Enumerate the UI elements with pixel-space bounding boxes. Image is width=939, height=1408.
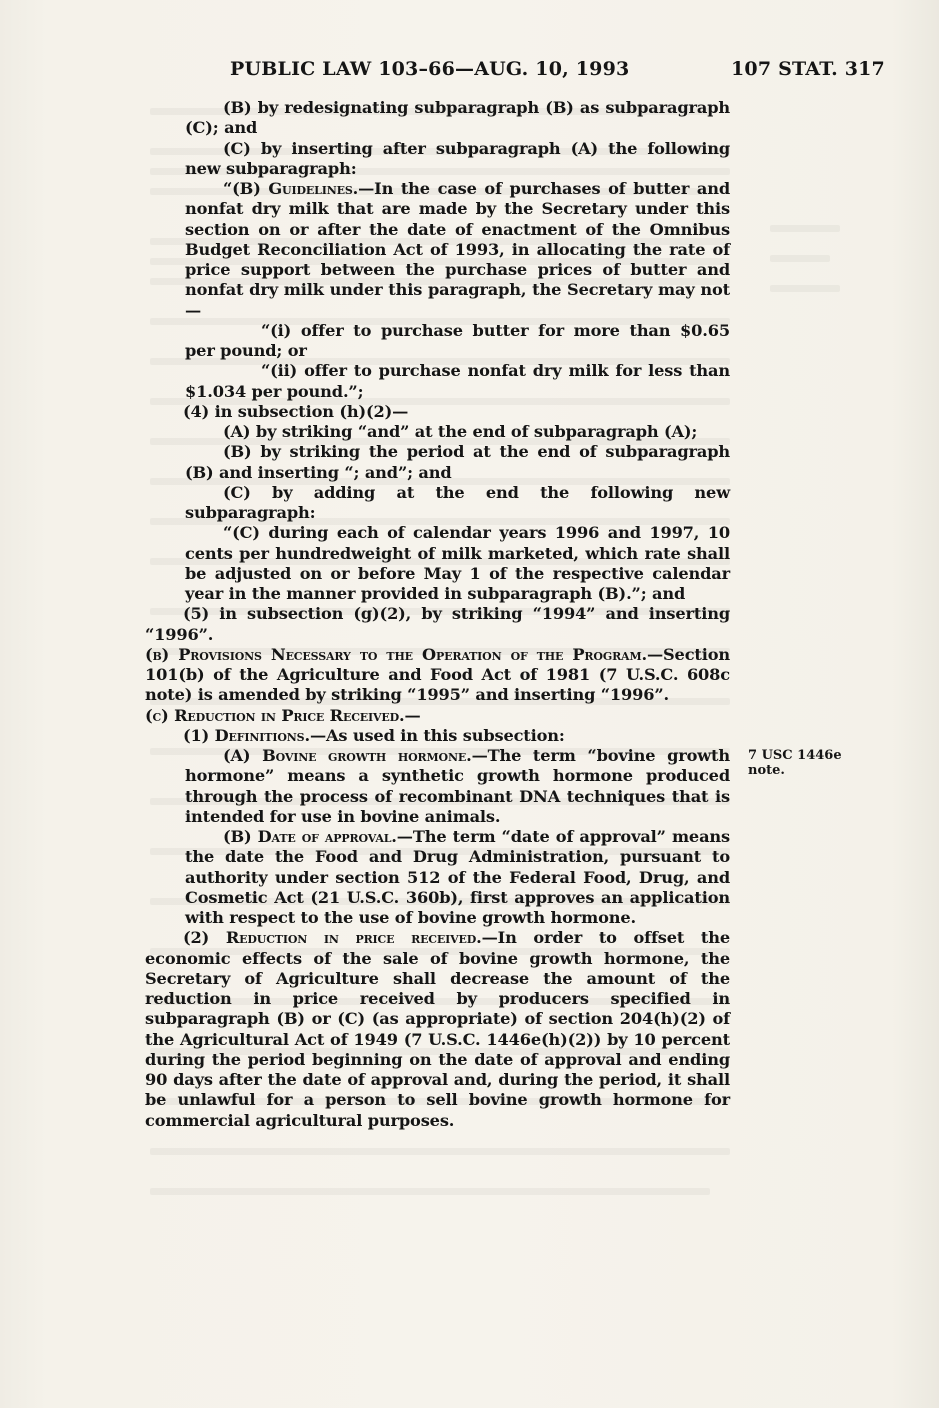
- paragraph-text: —Section 101(b) of the Agriculture and Food Act of 1981 (7 U.S.C. 608c note) is amended by striking “1995” and inserting “1996”.: [145, 644, 730, 705]
- paragraph-text: —: [404, 705, 421, 725]
- statute-body: [145, 98, 730, 1131]
- section-heading: (b) Provisions Necessary to the Operation of the Program.: [145, 644, 647, 664]
- running-header: [0, 58, 939, 88]
- header-title: PUBLIC LAW 103–66—AUG. 10, 1993: [230, 58, 630, 80]
- section-heading: “(B) Guidelines.: [223, 179, 359, 198]
- paragraph: [145, 827, 730, 928]
- paragraph: “(ii) offer to purchase nonfat dry milk for less than $1.034 per pound.”;: [185, 361, 730, 401]
- margin-citation-line2: note.: [748, 763, 785, 778]
- paragraph: (4) in subsection (h)(2)—: [183, 401, 409, 421]
- paragraph: (5) in subsection (g)(2), by striking “1994” and inserting “1996”.: [145, 604, 730, 644]
- section-heading: (c) Reduction in Price Received.: [145, 705, 405, 725]
- section-heading: (B) Date of approval.: [223, 827, 397, 846]
- paragraph: [145, 726, 730, 746]
- section-heading: (1) Definitions.: [183, 725, 310, 745]
- paragraph: (C) by inserting after subparagraph (A) the following new subparagraph:: [185, 138, 730, 178]
- paragraph: [145, 928, 730, 1131]
- section-heading: (2) Reduction in price received.: [183, 928, 482, 948]
- margin-citation: [748, 748, 858, 778]
- paragraph: (B) by striking the period at the end of subparagraph (B) and inserting “; and”; and: [185, 442, 730, 482]
- section-heading: (A) Bovine growth hormone.: [223, 746, 472, 765]
- paragraph: [145, 645, 730, 706]
- paragraph: (C) by adding at the end the following new subparagraph:: [185, 482, 730, 522]
- paragraph: (B) by redesignating subparagraph (B) as subparagraph (C); and: [185, 98, 730, 138]
- paragraph-text: —The term “bovine growth hormone” means a synthetic growth hormone produced through the process of recombinant DNA techniques that is intended for use in bovine animals.: [185, 746, 730, 826]
- statute-page-number: 107 STAT. 317: [731, 58, 885, 80]
- paragraph: (A) by striking “and” at the end of subparagraph (A);: [223, 422, 698, 441]
- margin-citation-line1: 7 USC 1446e: [748, 748, 842, 763]
- paragraph-text: —The term “date of approval” means the date the Food and Drug Administration, pursuant to authority under section 512 of the Federal Food, Drug, and Cosmetic Act (21 U.S.C. 360b), first approves an application with respect to the use of bovine growth hormone.: [185, 827, 730, 927]
- paragraph-text: —As used in this subsection:: [309, 725, 565, 745]
- paragraph-text: —In the case of purchases of butter and nonfat dry milk that are made by the Secretary under this section on or after the date of enactment of the Omnibus Budget Reconciliation Act of 1993, in allocating the rate of price support between the purchase prices of butter and nonfat dry milk under this paragraph, the Secretary may not—: [185, 179, 730, 320]
- paragraph: [145, 746, 730, 827]
- paragraph: [145, 179, 730, 321]
- paragraph-text: —In order to offset the economic effects of the sale of bovine growth hormone, the Secretary of Agriculture shall decrease the amount of the reduction in price received by producers specified in subparagraph (B) or (C) (as appropriate) of section 204(h)(2) of the Agricultural Act of 1949 (7 U.S.C. 1446e(h)(2)) by 10 percent during the period beginning on the date of approval and ending 90 days after the date of approval and, during the period, it shall be unlawful for a person to sell bovine growth hormone for commercial agricultural purposes.: [145, 928, 730, 1130]
- paragraph: [145, 706, 730, 726]
- paragraph: “(i) offer to purchase butter for more than $0.65 per pound; or: [185, 320, 730, 360]
- paragraph: “(C) during each of calendar years 1996 and 1997, 10 cents per hundredweight of milk marketed, which rate shall be adjusted on or before May 1 of the respective calendar year in the manner provided in subparagraph (B).”; and: [185, 523, 730, 603]
